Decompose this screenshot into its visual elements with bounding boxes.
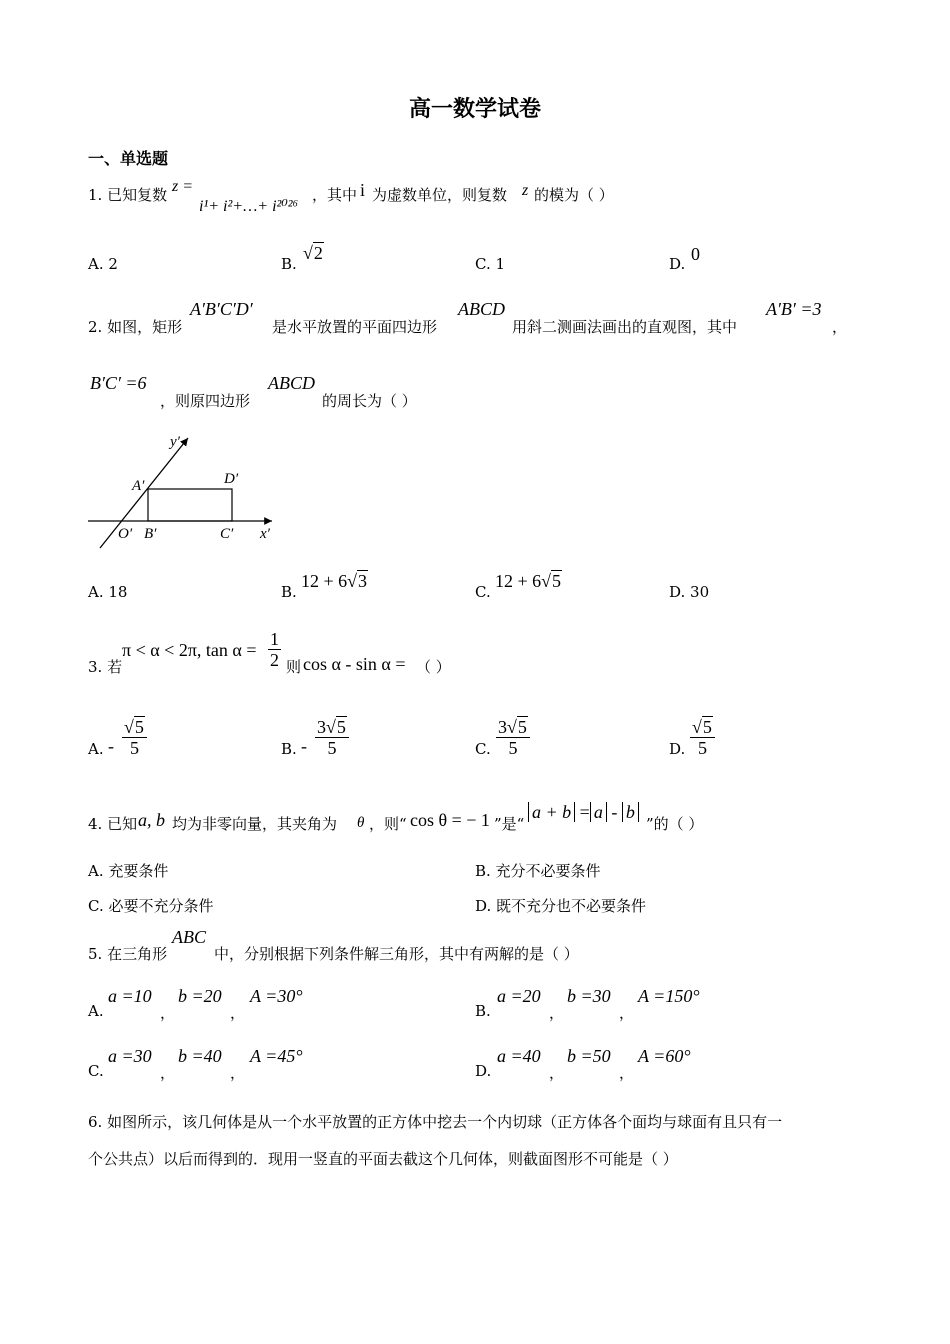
question-1-end: 的模为（ ） [534, 186, 614, 204]
question-4-option-c: C. 必要不充分条件 [88, 897, 214, 915]
question-5-option-b-b: b =30 [567, 986, 611, 1006]
section-heading: 一、单选题 [88, 149, 169, 168]
question-2-abcd: ABCD [458, 299, 505, 319]
label-b-prime: B′ [144, 526, 157, 542]
question-1-z-eq: z = [172, 178, 194, 195]
label-d-prime: D′ [224, 471, 239, 487]
question-3-end: （ ） [416, 658, 451, 676]
page-title: 高一数学试卷 [408, 96, 541, 122]
question-4-end: ”的（ ） [646, 815, 704, 833]
question-1-middle: ，其中 [312, 186, 358, 204]
question-2-option-b-value: 12 + 6√3 [301, 571, 368, 591]
question-3-expression: cos α - sin α = [303, 654, 406, 674]
question-2-mid3: ，则原四边形 [160, 392, 251, 410]
question-4-mid2: ，则“ [369, 815, 407, 833]
question-3-option-a-value: $\frac{√5}{5}$ [122, 717, 147, 758]
label-x-prime: x′ [260, 526, 270, 542]
question-3-option-c-value: $\frac{3√5}{5}$ [496, 717, 530, 758]
question-4-abs-equation: a + b = a - b [528, 802, 639, 823]
label-c-prime: C′ [220, 526, 234, 542]
question-2-mid2: 用斜二测画法画出的直观图，其中 [512, 318, 738, 336]
question-1-suffix: 为虚数单位，则复数 [372, 186, 508, 204]
question-5-option-c-angle: A =45° [250, 1046, 303, 1066]
question-3-option-b-value: $\frac{3√5}{5}$ [315, 717, 349, 758]
label-o-prime: O′ [118, 526, 133, 542]
question-5-option-d-angle: A =60° [638, 1046, 691, 1066]
question-6-line-2: 个公共点）以后而得到的．现用一竖直的平面去截这个几何体，则截面图形不可能是（ ） [88, 1150, 678, 1168]
rectangle-abcd [148, 489, 232, 521]
question-5-option-b-angle: A =150° [638, 986, 700, 1006]
question-1-option-d: D. [669, 255, 686, 273]
label-a-prime: A′ [132, 478, 145, 494]
question-1-option-d-value: 0 [691, 244, 700, 264]
question-2-figure [86, 428, 286, 553]
question-6-line-1: 6. 如图所示，该几何体是从一个水平放置的正方体中挖去一个内切球（正方体各个面均与球面有且只有一 [88, 1113, 783, 1131]
question-1-option-b-value: √2 [303, 243, 323, 263]
question-3-prefix: 3. 若 [88, 658, 123, 676]
question-2-comma: ， [832, 318, 848, 336]
question-5-option-d-a: a =40 [497, 1046, 541, 1066]
question-2-option-c: C. [475, 583, 491, 601]
question-2-abcd-2: ABCD [268, 373, 315, 393]
question-4-option-b: B. 充分不必要条件 [475, 862, 601, 880]
question-4-prefix: 4. 已知 [88, 815, 138, 833]
question-2-option-b: B. [281, 583, 297, 601]
question-4-theta: θ [357, 815, 365, 831]
question-5-option-b-a: a =20 [497, 986, 541, 1006]
question-3-then: 则 [286, 658, 302, 676]
question-3-option-b-sign: - [301, 736, 307, 756]
question-5-option-a: A. [88, 1002, 104, 1020]
question-3-option-b: B. [281, 740, 297, 758]
question-5-option-d-b: b =50 [567, 1046, 611, 1066]
question-4-mid1: 均为非零向量，其夹角为 [172, 815, 338, 833]
question-2-prefix: 2. 如图，矩形 [88, 318, 183, 336]
question-1-option-a: A. 2 [88, 255, 118, 273]
question-4-mid3: ”是“ [494, 815, 525, 833]
question-4-option-a: A. 充要条件 [88, 862, 169, 880]
question-1-option-b: B. [281, 255, 297, 273]
question-5-option-c-a: a =30 [108, 1046, 152, 1066]
question-5-option-b: B. [475, 1002, 491, 1020]
question-3-option-a-sign: - [108, 736, 114, 756]
question-4-condition: cos θ = − 1 [410, 810, 490, 830]
question-1-prefix: 1. 已知复数 [88, 186, 168, 204]
label-y-prime: y′ [170, 434, 180, 450]
question-3-fraction: $\frac{1}{2}$ [270, 629, 279, 670]
question-5-option-c: C. [88, 1062, 104, 1080]
question-5-end: 中，分别根据下列条件解三角形，其中有两解的是（ ） [214, 945, 579, 963]
question-4-option-d: D. 既不充分也不必要条件 [475, 897, 647, 915]
question-4-vectors: a, b [138, 810, 165, 830]
question-1-imag-unit: i [360, 180, 366, 200]
question-5-triangle: ABC [172, 927, 206, 947]
question-5-option-a-b: b =20 [178, 986, 222, 1006]
question-3-condition: π < α < 2π, tan α = [122, 640, 257, 660]
question-5-option-d: D. [475, 1062, 492, 1080]
question-2-mid1: 是水平放置的平面四边形 [272, 318, 438, 336]
question-5-option-c-b: b =40 [178, 1046, 222, 1066]
question-2-bc-length: B′C′ =6 [90, 373, 147, 393]
question-2-option-c-value: 12 + 6√5 [495, 571, 562, 591]
question-2-option-a: A. 18 [88, 583, 128, 601]
question-3-option-d-value: $\frac{√5}{5}$ [690, 717, 715, 758]
question-2-rect: A′B′C′D′ [190, 299, 253, 319]
question-2-end: 的周长为（ ） [322, 392, 417, 410]
question-1-z: z [522, 182, 529, 199]
exam-page: 高一数学试卷 一、单选题 1. 已知复数 z = i¹+ i²+…+ i²⁰²⁶ ，其中 i 为虚数单位，则复数 z 的模为（ ） A. 2 B. √2 C. 1 D. 0 2. 如图，矩形 A′B′C′D′ 是水平放置的平面四边形 ABCD 用斜二测画法画出的直观图，其中 A′B′ =3 ， B′C′ =6 ，则原四边形 ABCD 的周长为（ ） y′ x′ A′ D′ O′ B′ C′ A. 18 B. 12 + 6√3 C. 12 + 6√5 D. 30 3. 若 π < α < 2π, tan α = $\frac{1}{2}$ 则 cos α - sin α = （ ） A. - $\frac{√5}{5}$ B. - $\frac{3√5}{5}$ C. $\frac{3√5}{5}$ D. $\frac{√5}{5}$ 4. 已知 a, b 均为非零向量，其夹角为 θ ，则“ cos θ = − 1 ”是“ a + b = a - b ”的（ ） A. 充要条件 B. 充分不必要条件 C. 必要不充分条件 D. 既不充分也不必要条件 5. 在三角形 ABC 中，分别根据下列条件解三角形，其中有两解的是（ ） A. a =10 ， b =20 ， A =30° B. a =20 ， b =30 ， A =150° C. a =30 ， b =40 ， A =45° D. a =40 ， b =50 ， A =60° 6. 如图所示，该几何体是从一个水平放置的正方体中挖去一个内切球（正方体各个面均与球面有且只有一 个公共点）以后而得到的．现用一竖直的平面去截这个几何体，则截面图形不可能是（ ） [0, 0, 950, 1344]
question-2-option-d: D. 30 [669, 583, 710, 601]
question-5-option-a-a: a =10 [108, 986, 152, 1006]
question-1-denominator: i¹+ i²+…+ i²⁰²⁶ [199, 198, 299, 215]
question-5-prefix: 5. 在三角形 [88, 945, 168, 963]
question-2-ab-length: A′B′ =3 [766, 299, 822, 319]
question-1-option-c: C. 1 [475, 255, 506, 273]
question-3-option-a: A. [88, 740, 104, 758]
question-3-option-d: D. [669, 740, 686, 758]
question-5-option-a-angle: A =30° [250, 986, 303, 1006]
question-3-option-c: C. [475, 740, 491, 758]
